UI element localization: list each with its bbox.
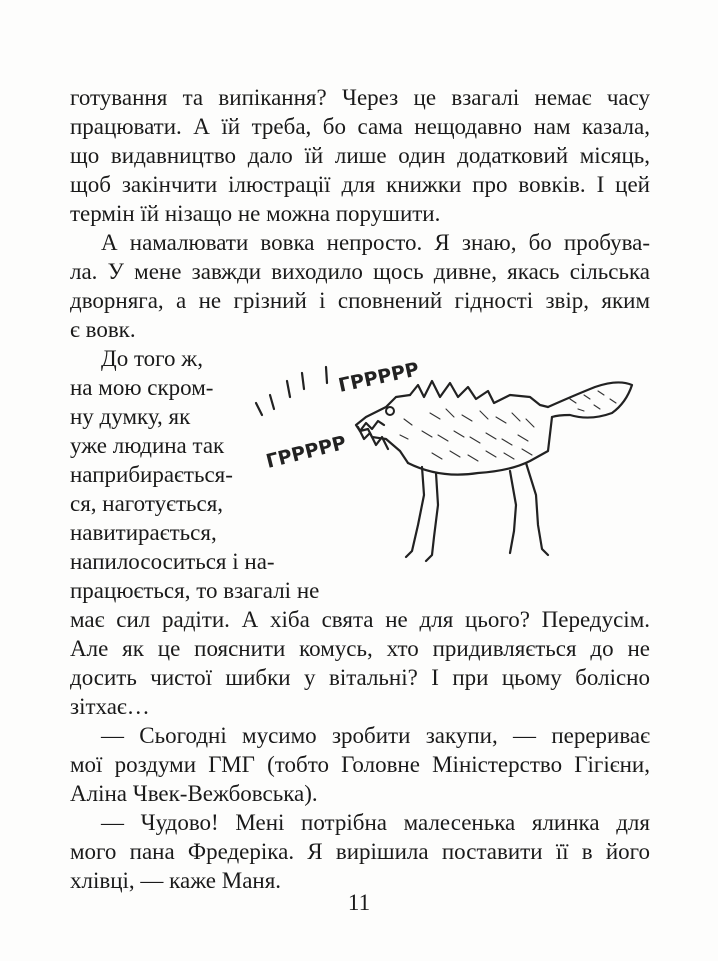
text-line: напилососиться і на- — [70, 549, 275, 574]
text-line: дворняга, а не грізний і сповнений гідності звір, яким — [70, 288, 650, 313]
text-line: має сил радіти. А хіба свята не для цього? Передусім. — [70, 607, 650, 632]
text-line: ся, наготується, — [70, 491, 224, 516]
text-line: зітхає… — [70, 694, 150, 719]
text-line: готування та випікання? Через це взагалі немає часу — [70, 85, 650, 110]
text-line: Аліна Чвек-Вежбовська). — [70, 781, 318, 806]
growl-text-top: ГРРРРР — [336, 358, 421, 397]
text-line: ну думку, як — [70, 404, 191, 429]
text-line: хлівці, — каже Маня. — [70, 868, 282, 893]
text-line: є вовк. — [70, 317, 136, 342]
growl-marks — [256, 367, 327, 415]
wolf-fur-texture — [400, 391, 616, 461]
text-line: уже людина так — [70, 433, 225, 458]
text-line: — Чудово! Мені потрібна малесенька ялинка для — [101, 810, 650, 835]
text-line: термін їй нізащо не можна порушити. — [70, 201, 441, 226]
text-line: що видавництво дало їй лише один додатковий місяць, — [70, 143, 650, 168]
growl-text-left: ГРРРРР — [263, 431, 349, 473]
text-line: наприбирається- — [70, 462, 233, 487]
text-line: — Сьогодні мусимо зробити закупи, — перериває — [101, 723, 650, 748]
text-line: мої роздуми ГМГ (тобто Головне Міністерство Гігієни, — [70, 752, 650, 777]
text-line: До того ж, — [101, 346, 203, 371]
wolf-body — [356, 381, 632, 561]
page-number: 11 — [347, 890, 371, 915]
text-line: на мою скром- — [70, 375, 214, 400]
text-line: працювати. А їй треба, бо сама нещодавно нам казала, — [70, 114, 650, 139]
text-line: щоб закінчити ілюстрації для книжки про вовків. І цей — [70, 172, 650, 197]
text-line: Але як це пояснити комусь, хто придивляється до не — [70, 636, 650, 661]
text-line: працюється, то взагалі не — [70, 578, 320, 603]
wolf-illustration-icon — [240, 355, 660, 570]
text-line: мого пана Фредеріка. Я вирішила поставити її в його — [70, 839, 650, 864]
text-line: ла. У мене завжди виходило щось дивне, якась сільська — [70, 259, 650, 284]
text-line: навитирається, — [70, 520, 217, 545]
text-line: А намалювати вовка непросто. Я знаю, бо пробува- — [101, 230, 650, 255]
text-line: досить чистої шибки у вітальні? І при цьому болісно — [70, 665, 650, 690]
